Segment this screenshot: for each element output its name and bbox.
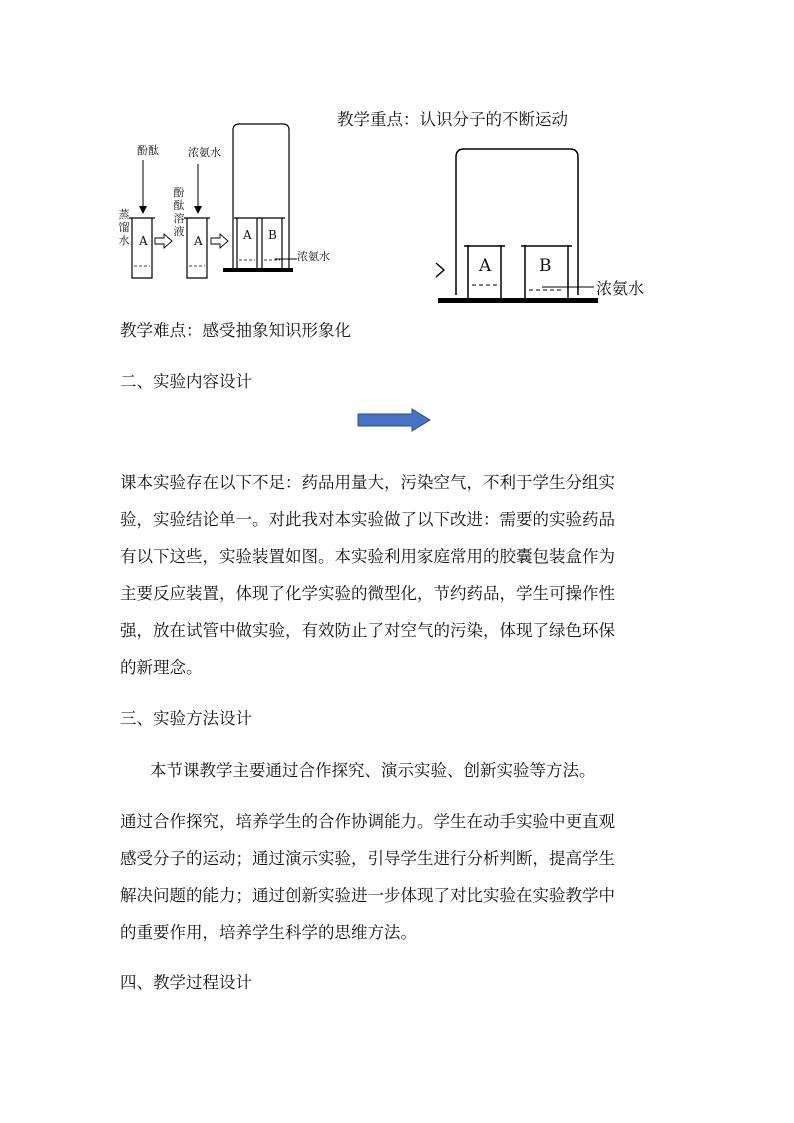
teaching-difficulty-heading: 教学难点：感受抽象知识形象化: [120, 321, 351, 340]
section-4-title: 四、教学过程设计: [120, 973, 252, 992]
paragraph-line: 的重要作用，培养学生科学的思维方法。: [120, 923, 417, 942]
paragraph-experiment-design: [120, 473, 680, 693]
left-experiment-figure: [115, 120, 335, 280]
right-beaker-a-label: A: [479, 256, 492, 276]
label-phenol-solution: 酚酞溶液: [173, 186, 185, 238]
paragraph-line: 的新理念。: [120, 658, 203, 677]
right-beaker-b-label: B: [539, 256, 552, 276]
label-phenolphthalein: 酚酞: [137, 144, 159, 157]
right-experiment-figure: [432, 145, 682, 305]
section-3-title: 三、实验方法设计: [120, 709, 252, 728]
paragraph-line: 强，放在试管中做实验，有效防止了对空气的污染，体现了绿色环保: [120, 621, 615, 640]
teaching-focus-heading: 教学重点：认识分子的不断运动: [337, 110, 568, 129]
paragraph-line: 解决问题的能力；通过创新实验进一步体现了对比实验在实验教学中: [120, 886, 615, 905]
section-2-title: 二、实验内容设计: [120, 372, 252, 391]
left-apparatus-drawing: [115, 120, 335, 280]
paragraph-line: 通过合作探究，培养学生的合作协调能力。学生在动手实验中更直观: [120, 812, 615, 831]
paragraph-line: 课本实验存在以下不足：药品用量大，污染空气，不利于学生分组实: [120, 473, 615, 492]
paragraph-line: 感受分子的运动；通过演示实验，引导学生进行分析判断，提高学生: [120, 849, 615, 868]
right-apparatus-drawing: [432, 145, 682, 305]
paragraph-methods-intro: 本节课教学主要通过合作探究、演示实验、创新实验等方法。: [150, 761, 596, 780]
left-beaker-2-label: A: [194, 234, 203, 248]
left-beaker-1-label: A: [139, 234, 148, 248]
paragraph-line: 验，实验结论单一。对此我对本实验做了以下改进：需要的实验药品: [120, 510, 615, 529]
label-ammonia-top: 浓氨水: [188, 146, 221, 159]
left-jar-beaker-b-label: B: [268, 228, 277, 242]
label-distilled-water: 蒸馏水: [118, 208, 130, 247]
paragraph-methods-detail: [120, 812, 680, 952]
label-ammonia-side: 浓氨水: [297, 250, 330, 263]
right-label-ammonia: 浓氨水: [596, 279, 645, 298]
paragraph-line: 主要反应装置，体现了化学实验的微型化，节约药品，学生可操作性: [120, 584, 615, 603]
blue-right-arrow-icon: [357, 408, 437, 432]
left-jar-beaker-a-label: A: [243, 228, 252, 242]
paragraph-line: 有以下这些，实验装置如图。本实验利用家庭常用的胶囊包装盒作为: [120, 547, 615, 566]
